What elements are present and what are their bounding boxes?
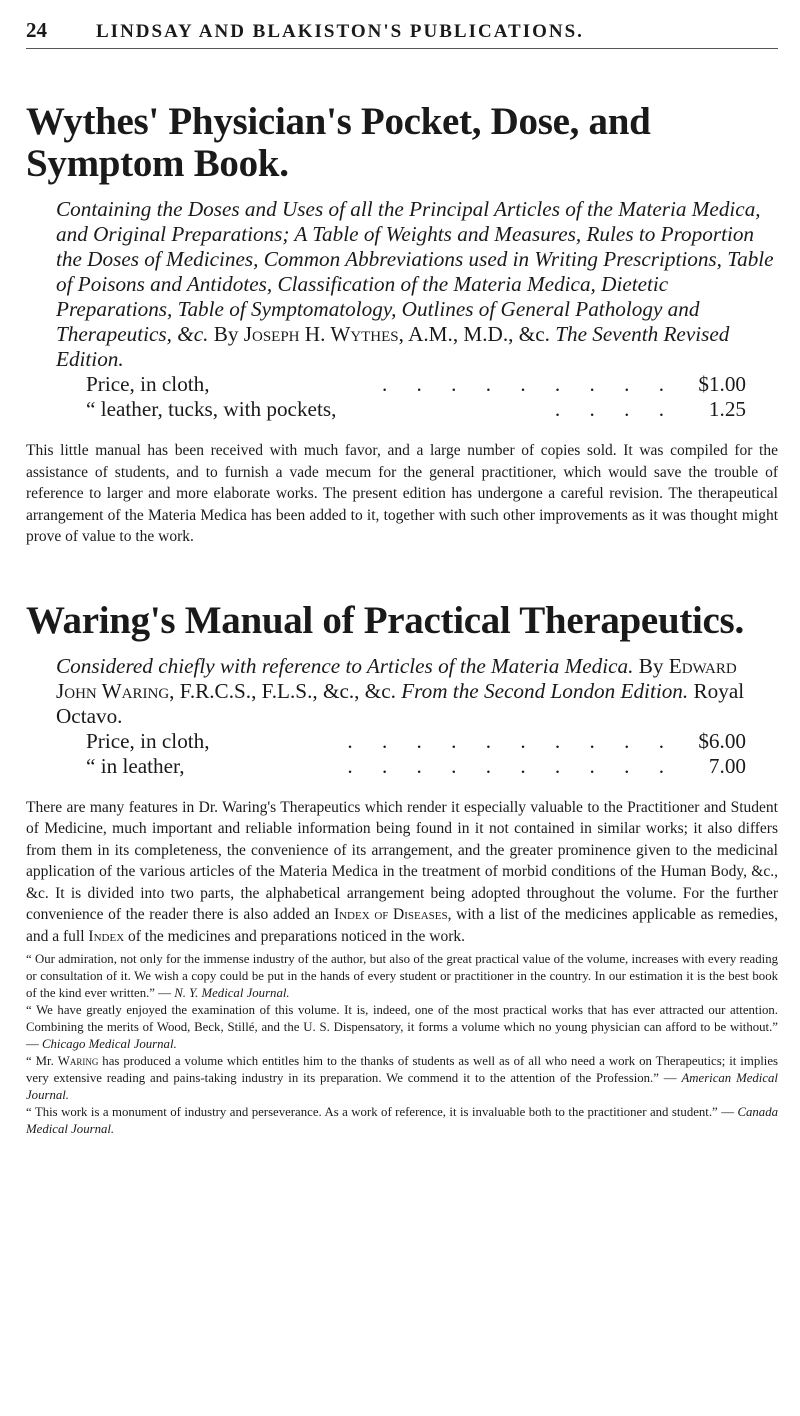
price-label: “ leather, tucks, with pockets,	[86, 397, 337, 421]
price-list	[56, 729, 746, 779]
author-name: Edward John Waring	[56, 653, 737, 703]
book-contents-description: Considered chiefly with reference to Articles of the Materia Medica.	[56, 653, 634, 678]
book-entry-waring	[26, 600, 778, 1139]
price-label: Price, in cloth,	[86, 372, 210, 396]
running-head	[26, 18, 778, 49]
review-quote: “ Mr. Waring has produced a volume which entitles him to the thanks of students as well as of all who need a work on Therapeutics; it implies very extensive reading and pains-taking industry in its preparation. We commend it to the attention of the Profession.” — American Medical Journal.	[26, 1054, 778, 1102]
price-list	[56, 372, 746, 422]
quote-source: American Medical Journal.	[26, 1071, 778, 1102]
book-subtitle: Containing the Doses and Uses of all the Principal Articles of the Materia Medica, and Original Preparations; A Table of Weights and Measures, Rules to Proportion the Doses of Medicines, Common Abbreviations used in Writing Prescriptions, Table of Poisons and Antidotes, Classification of the Materia Medica, Dietetic Preparations, Table of Symptomatology, Outlines of General Pathology and Therapeutics, &c. By Joseph H. Wythes, A.M., M.D., &c. The Seventh Revised Edition.	[56, 197, 774, 371]
price-amount: $6.00	[698, 728, 746, 753]
price-row	[56, 397, 746, 422]
price-row	[56, 729, 746, 754]
price-label: “ in leather,	[86, 753, 185, 778]
edition-note: From the Second London Edition.	[401, 678, 689, 703]
quote-source: Chicago Medical Journal.	[42, 1037, 177, 1051]
review-quote: “ We have greatly enjoyed the examination of this volume. It is, indeed, one of the most practical works that has ever attracted our attention. Combining the merits of Wood, Beck, Stillé, and the U. S. Dispensatory, it forms a volume which no young physician can afford to be without.” — Chicago Medical Journal.	[26, 1003, 778, 1051]
edition-note: The Seventh Revised Edition.	[56, 322, 730, 371]
index-of-diseases: Index of Diseases	[333, 906, 448, 923]
price-amount: 7.00	[708, 753, 746, 778]
review-quotes	[26, 951, 778, 1138]
leader-dots: . . . . . . . . . .	[347, 753, 676, 778]
index-label: Index	[88, 927, 125, 945]
author-name: Joseph H. Wythes	[243, 322, 399, 346]
review-quote: “ This work is a monument of industry and perseverance. As a work of reference, it is invaluable both to the practitioner and student.” — Canada Medical Journal.	[26, 1105, 778, 1136]
book-entry-wythes	[26, 101, 778, 548]
format-note: Royal Octavo.	[56, 678, 745, 728]
review-quote: “ Our admiration, not only for the immense industry of the author, but also of the great practical value of the volume, increases with every reading or consultation of it. We wish a copy could be put in the hands of every student or practitioner in the country. In our estimation it is the best book of the kind ever written.” — N. Y. Medical Journal.	[26, 952, 778, 1000]
price-row	[56, 372, 746, 397]
quote-author-name: Waring	[57, 1054, 99, 1068]
price-label: Price, in cloth,	[86, 728, 210, 753]
page-number: 24	[26, 18, 47, 42]
quote-source: Canada Medical Journal.	[26, 1105, 778, 1136]
price-row	[56, 754, 746, 779]
price-amount: $1.00	[698, 372, 746, 396]
price-amount: 1.25	[708, 397, 746, 421]
book-description: This little manual has been received with much favor, and a large number of copies sold. It was compiled for the assistance of students, and to furnish a vade mecum for the general practitioner, which would save the trouble of reference to larger and more elaborate works. The present edition has undergone a careful revision. The therapeutical arrangement of the Materia Medica has been added to it, together with such other improvements as it was thought might prove of value to the work.	[26, 442, 778, 545]
book-subtitle: Considered chiefly with reference to Articles of the Materia Medica. By Edward John Waring, F.R.C.S., F.L.S., &c., &c. From the Second London Edition. Royal Octavo.	[56, 653, 745, 728]
page	[26, 18, 778, 1138]
book-description: There are many features in Dr. Waring's Therapeutics which render it especially valuable to the Practitioner and Student of Medicine, much important and reliable information being found in it not contained in similar works; it also differs from them in its completeness, the convenience of its arrangement, and the greater prominence given to the medicinal application of the various articles of the Materia Medica in the treatment of morbid conditions of the Human Body, &c., &c. It is divided into two parts, the alphabetical arrangement being adopted throughout the volume. For the further convenience of the reader there is also added an Index of Diseases, with a list of the medicines applicable as remedies, and a full Index of the medicines and preparations noticed in the work.	[26, 798, 779, 945]
leader-dots: . . . .	[554, 397, 676, 421]
running-title: LINDSAY AND BLAKISTON'S PUBLICATIONS.	[96, 21, 584, 42]
quote-source: N. Y. Medical Journal.	[174, 986, 290, 1000]
leader-dots: . . . . . . . . .	[381, 372, 676, 396]
leader-dots: . . . . . . . . . .	[347, 728, 676, 753]
book-title: Wythes' Physician's Pocket, Dose, and Symptom Book.	[26, 100, 651, 185]
book-title: Waring's Manual of Practical Therapeutics.	[26, 598, 744, 642]
book-contents-description: Containing the Doses and Uses of all the Principal Articles of the Materia Medica, and Original Preparations; A Table of Weights and Measures, Rules to Proportion the Doses of Medicines, Common Abbreviations used in Writing Prescriptions, Table of Poisons and Antidotes, Classification of the Materia Medica, Dietetic Preparations, Table of Symptomatology, Outlines of General Pathology and Therapeutics, &c.	[56, 197, 774, 346]
